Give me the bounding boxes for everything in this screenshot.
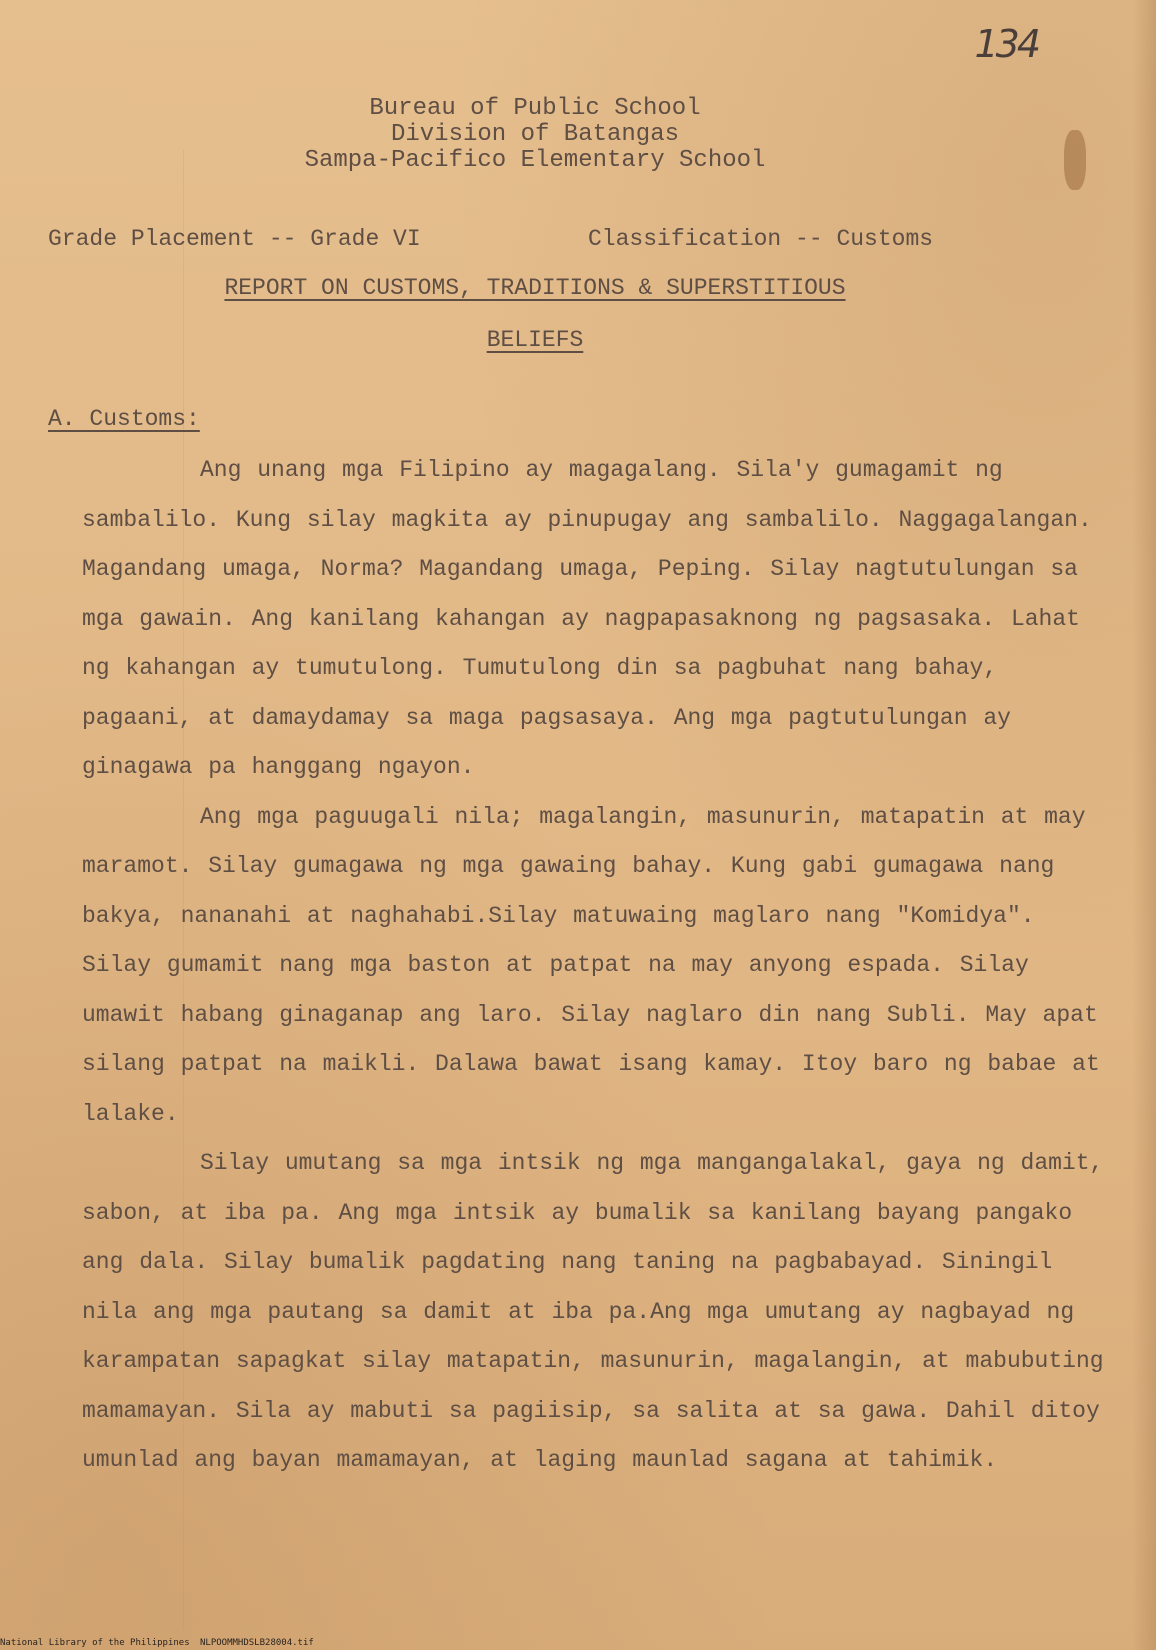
letterhead-school: Sampa-Pacifico Elementary School xyxy=(304,147,766,174)
letterhead-bureau: Bureau of Public School xyxy=(369,95,701,122)
grade-placement: Grade Placement -- Grade VI xyxy=(48,226,421,252)
page-edge xyxy=(1132,0,1156,1650)
section-heading: A. Customs: xyxy=(48,406,200,432)
classification: Classification -- Customs xyxy=(588,226,934,252)
paragraph: Ang mga paguugali nila; magalangin, masunurin, matapatin at may maramot. Silay gumagawa ng mga gawaing bahay. Kung gabi gumagawa nang bakya, nananahi at naghahabi.Silay matuwaing maglaro nang "Komidya". Silay gumamit nang mga baston at patpat na may anyong espada. Silay umawit habang ginaganap ang laro. Silay naglaro din nang Subli. May apat silang patpat na maikli. Dalawa bawat isang kamay. Itoy baro ng babae at lalake. xyxy=(82,803,1100,1127)
paragraph: Ang unang mga Filipino ay magagalang. Sila'y gumagamit ng sambalilo. Kung silay magkita ay pinupugay ang sambalilo. Naggagalangan. Magandang umaga, Norma? Magandang umaga, Peping. Silay nagtutulungan sa mga gawain. Ang kanilang kahangan ay nagpapasaknong ng pagsasaka. Lahat ng kahangan ay tumutulong. Tumutulong din sa pagbuhat nang bahay, pagaani, at damaydamay sa maga pagsasaya. Ang mga pagtutulungan ay ginagawa pa hanggang ngayon. xyxy=(82,457,1092,780)
document-body xyxy=(82,446,1112,1486)
letterhead xyxy=(0,96,1070,174)
report-title: REPORT ON CUSTOMS, TRADITIONS & SUPERSTITIOUS xyxy=(224,275,846,301)
paragraph: Silay umutang sa mga intsik ng mga mangangalakal, gaya ng damit, sabon, at iba pa. Ang mga intsik ay bumalik sa kanilang bayang pangako ang dala. Silay bumalik pagdating nang taning na pagbabayad. Siningil nila ang mga pautang sa damit at iba pa.Ang mga umutang ay nagbayad ng karampatan sapagkat silay matapatin, masunurin, magalangin, at mabubuting mamamayan. Sila ay mabuti sa pagiisip, sa salita at sa gawa. Dahil ditoy umunlad ang bayan mamamayan, at laging maunlad sagana at tahimik. xyxy=(82,1150,1104,1473)
report-title-continued: BELIEFS xyxy=(486,327,584,353)
page-number: 134 xyxy=(974,22,1038,66)
footer-filename: NLPOOMMHDSLB28004.tif xyxy=(200,1638,314,1648)
letterhead-division: Division of Batangas xyxy=(390,121,680,148)
footer-library: National Library of the Philippines xyxy=(0,1638,190,1648)
